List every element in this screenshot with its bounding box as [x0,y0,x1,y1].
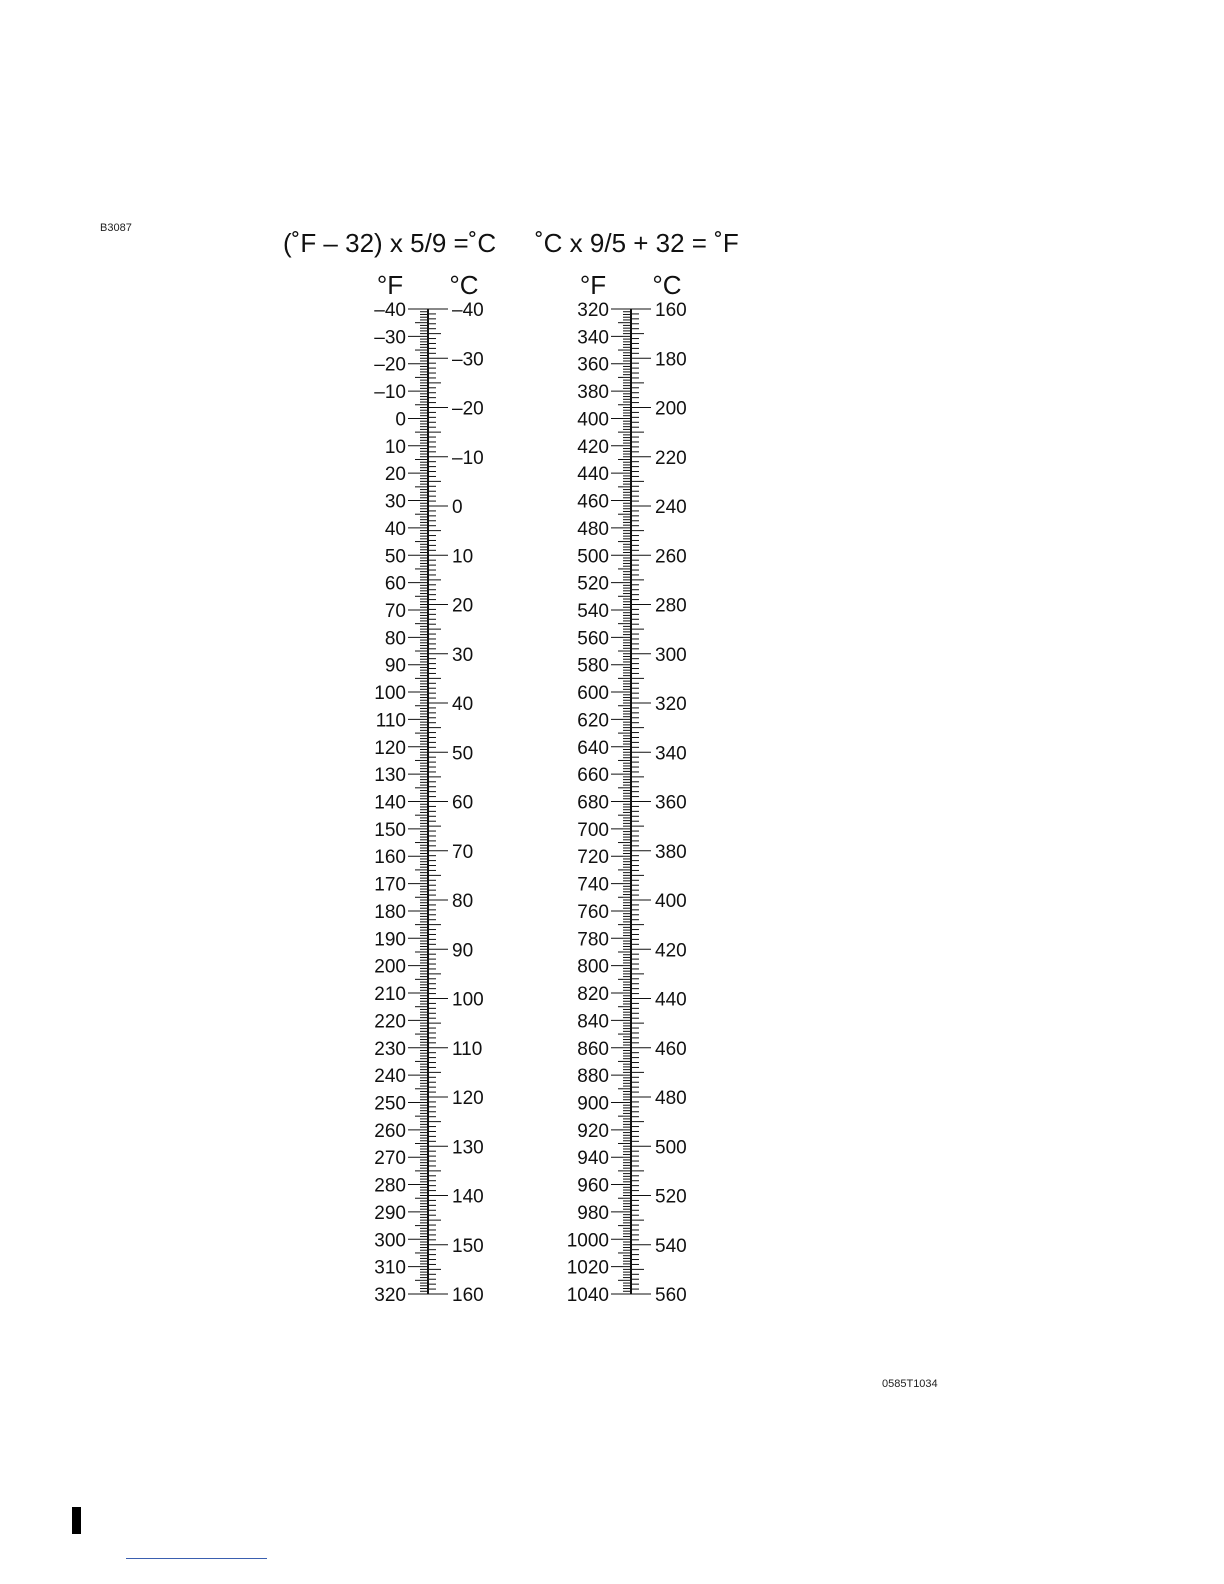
celsius-tick-label: 520 [655,1186,687,1208]
fahrenheit-tick-label: 520 [577,573,609,595]
fahrenheit-tick-label: 860 [577,1038,609,1060]
fahrenheit-tick-label: 110 [375,710,406,732]
celsius-tick-label: 460 [655,1038,687,1060]
celsius-tick-label: 60 [452,792,474,814]
fahrenheit-tick-label: 90 [384,655,406,677]
fahrenheit-tick-label: 200 [374,956,406,978]
celsius-tick-label: 50 [452,743,474,765]
celsius-tick-label: 110 [452,1038,483,1060]
fahrenheit-tick-label: 700 [577,819,609,841]
fahrenheit-tick-label: 270 [374,1148,406,1170]
fahrenheit-tick-label: 220 [374,1011,406,1033]
fahrenheit-tick-label: 1020 [566,1257,609,1279]
fahrenheit-tick-label: 170 [374,874,406,896]
fahrenheit-tick-label: 960 [577,1175,609,1197]
fahrenheit-tick-label: 70 [384,600,406,622]
fahrenheit-tick-label: 290 [374,1202,406,1224]
fahrenheit-tick-label: 30 [384,491,406,513]
fahrenheit-tick-label: 640 [577,737,609,759]
celsius-tick-label: 30 [452,644,474,666]
fahrenheit-tick-label: 190 [374,929,406,951]
fahrenheit-tick-label: 340 [577,327,609,349]
fahrenheit-tick-label: 250 [374,1093,406,1115]
celsius-tick-label: 220 [655,447,687,469]
celsius-tick-label: –20 [452,398,484,420]
celsius-tick-label: 540 [655,1235,687,1257]
fahrenheit-tick-label: 240 [374,1066,406,1088]
fahrenheit-tick-label: –40 [374,300,406,321]
celsius-tick-label: 160 [452,1285,484,1306]
fahrenheit-tick-label: 560 [577,628,609,650]
fahrenheit-tick-label: 80 [384,628,406,650]
figure-code-top: B3087 [100,222,132,234]
fahrenheit-tick-label: 10 [384,436,406,458]
celsius-tick-label: 70 [452,841,474,863]
celsius-unit-label: °C [652,270,682,300]
fahrenheit-tick-label: 300 [374,1230,406,1252]
celsius-tick-label: 500 [655,1137,687,1159]
celsius-tick-label: 380 [655,841,687,863]
celsius-tick-label: 340 [655,743,687,765]
celsius-tick-label: 280 [655,595,687,617]
fahrenheit-tick-label: 320 [374,1285,406,1306]
celsius-tick-label: 560 [655,1285,687,1306]
fahrenheit-tick-label: –20 [374,354,406,376]
celsius-tick-label: 20 [452,595,474,617]
fahrenheit-tick-label: 820 [577,984,609,1006]
celsius-tick-label: 360 [655,792,687,814]
fahrenheit-tick-label: 740 [577,874,609,896]
fahrenheit-tick-label: 920 [577,1120,609,1142]
celsius-tick-label: –30 [452,349,484,371]
fahrenheit-tick-label: 150 [374,819,406,841]
fahrenheit-tick-label: 120 [374,737,406,759]
fahrenheit-tick-label: 420 [577,436,609,458]
fahrenheit-tick-label: 400 [577,409,609,431]
celsius-unit-label: °C [449,270,479,300]
celsius-tick-label: 400 [655,891,687,912]
fahrenheit-tick-label: 360 [577,354,609,376]
celsius-tick-label: 120 [452,1088,484,1109]
fahrenheit-tick-label: 100 [374,683,406,705]
celsius-tick-label: 130 [452,1137,484,1159]
celsius-tick-label: 40 [452,694,474,715]
fahrenheit-tick-label: 800 [577,956,609,978]
formula-fahrenheit-to-celsius: (˚F – 32) x 5/9 =˚C [283,228,497,258]
fahrenheit-tick-label: 20 [384,464,406,486]
fahrenheit-tick-label: 1000 [566,1230,609,1252]
fahrenheit-tick-label: –30 [374,327,406,349]
fahrenheit-tick-label: 480 [577,518,609,540]
celsius-tick-label: 140 [452,1186,484,1208]
fahrenheit-tick-label: 880 [577,1066,609,1088]
fahrenheit-tick-label: 840 [577,1011,609,1033]
fahrenheit-tick-label: 130 [374,765,406,787]
fahrenheit-tick-label: 260 [374,1120,406,1142]
celsius-tick-label: 200 [655,398,687,420]
fahrenheit-tick-label: 0 [395,409,406,431]
fahrenheit-tick-label: 460 [577,491,609,513]
fahrenheit-tick-label: 160 [374,847,406,869]
fahrenheit-tick-label: 600 [577,683,609,705]
fahrenheit-tick-label: 180 [374,901,406,923]
fahrenheit-unit-label: °F [579,270,607,300]
fahrenheit-tick-label: 720 [577,847,609,869]
celsius-tick-label: 480 [655,1088,687,1109]
celsius-tick-label: 0 [452,497,463,518]
celsius-tick-label: 90 [452,940,474,962]
fahrenheit-tick-label: 980 [577,1202,609,1224]
fahrenheit-tick-label: 940 [577,1148,609,1170]
fahrenheit-tick-label: 780 [577,929,609,951]
fahrenheit-tick-label: 900 [577,1093,609,1115]
fahrenheit-unit-label: °F [376,270,404,300]
fahrenheit-tick-label: 440 [577,464,609,486]
celsius-tick-label: 260 [655,546,687,568]
figure-code-bottom: 0585T1034 [882,1378,938,1390]
celsius-tick-label: 420 [655,940,687,962]
celsius-tick-label: 80 [452,891,474,912]
fahrenheit-tick-label: –10 [374,382,406,404]
celsius-tick-label: 10 [452,546,474,568]
celsius-tick-label: 440 [655,989,687,1011]
fahrenheit-tick-label: 580 [577,655,609,677]
fahrenheit-tick-label: 40 [384,518,406,540]
fahrenheit-tick-label: 50 [384,546,406,568]
fahrenheit-tick-label: 320 [577,300,609,321]
celsius-tick-label: 160 [655,300,687,321]
celsius-tick-label: 320 [655,694,687,715]
fahrenheit-tick-label: 210 [374,984,406,1006]
celsius-tick-label: 150 [452,1235,484,1257]
celsius-tick-label: 180 [655,349,687,371]
fahrenheit-tick-label: 680 [577,792,609,814]
fahrenheit-tick-label: 380 [577,382,609,404]
fahrenheit-tick-label: 620 [577,710,609,732]
fahrenheit-tick-label: 60 [384,573,406,595]
fahrenheit-tick-label: 230 [374,1038,406,1060]
change-bar [72,1507,81,1534]
celsius-tick-label: –40 [452,300,484,321]
fahrenheit-tick-label: 280 [374,1175,406,1197]
fahrenheit-tick-label: 1040 [566,1285,609,1306]
fahrenheit-tick-label: 310 [374,1257,406,1279]
fahrenheit-tick-label: 140 [374,792,406,814]
fahrenheit-tick-label: 500 [577,546,609,568]
celsius-tick-label: 100 [452,989,484,1011]
celsius-tick-label: 300 [655,644,687,666]
fahrenheit-tick-label: 660 [577,765,609,787]
celsius-tick-label: –10 [452,447,484,469]
fahrenheit-tick-label: 540 [577,600,609,622]
celsius-tick-label: 240 [655,497,687,518]
formula-celsius-to-fahrenheit: ˚C x 9/5 + 32 = ˚F [535,228,739,258]
fahrenheit-tick-label: 760 [577,901,609,923]
footer-rule [126,1558,267,1559]
